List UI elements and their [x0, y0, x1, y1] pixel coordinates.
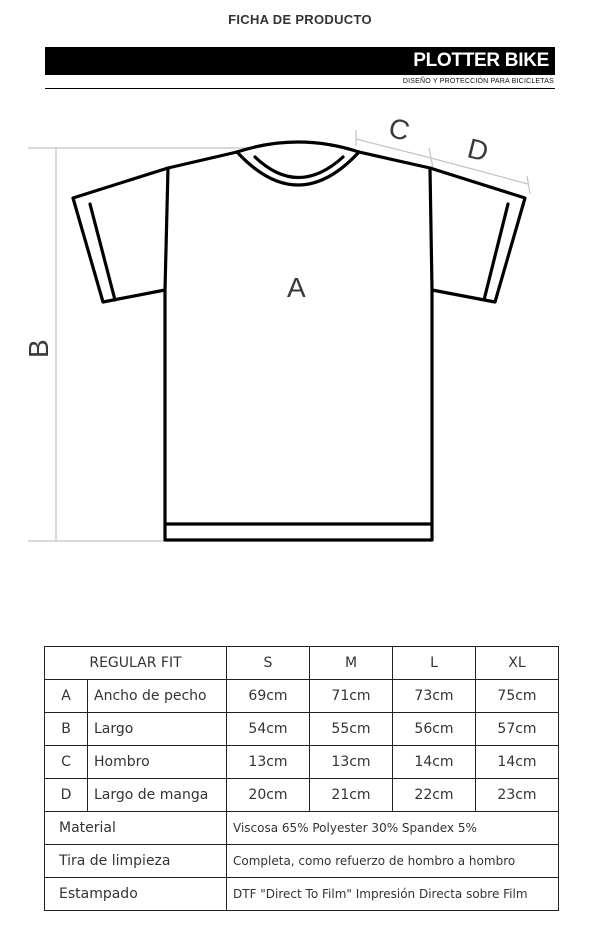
size-header: XL [476, 647, 559, 680]
row-name: Largo de manga [88, 779, 227, 812]
table-cell: 56cm [393, 713, 476, 746]
row-name: Hombro [88, 746, 227, 779]
size-table-wrapper [44, 646, 559, 911]
table-cell: 69cm [227, 680, 310, 713]
size-header: S [227, 647, 310, 680]
table-cell: 73cm [393, 680, 476, 713]
table-cell: 13cm [227, 746, 310, 779]
tshirt-measurement-diagram [0, 100, 600, 550]
label-d: D [464, 132, 492, 168]
table-cell: 54cm [227, 713, 310, 746]
table-cell: 55cm [310, 713, 393, 746]
label-b: B [23, 339, 54, 358]
banner-divider [45, 88, 555, 89]
row-name: Largo [88, 713, 227, 746]
table-cell: 21cm [310, 779, 393, 812]
table-header-row [45, 647, 559, 680]
table-cell: 20cm [227, 779, 310, 812]
table-cell: 14cm [476, 746, 559, 779]
detail-value: Completa, como refuerzo de hombro a hombro [227, 845, 559, 878]
detail-row [45, 878, 559, 911]
brand-tagline: DISEÑO Y PROTECCIÓN PARA BICICLETAS [400, 78, 554, 85]
label-c: C [385, 111, 413, 147]
table-cell: 13cm [310, 746, 393, 779]
size-header: L [393, 647, 476, 680]
page-title: FICHA DE PRODUCTO [228, 12, 372, 27]
brand-name: PLOTTER BIKE [413, 50, 549, 71]
detail-label: Tira de limpieza [45, 845, 227, 878]
right-sleeve-seam [430, 168, 432, 290]
table-row [45, 680, 559, 713]
row-key: C [45, 746, 88, 779]
row-key: A [45, 680, 88, 713]
table-cell: 22cm [393, 779, 476, 812]
table-row [45, 779, 559, 812]
table-cell: 14cm [393, 746, 476, 779]
detail-label: Material [45, 812, 227, 845]
fit-header: REGULAR FIT [45, 647, 227, 680]
table-cell: 57cm [476, 713, 559, 746]
row-name: Ancho de pecho [88, 680, 227, 713]
detail-row [45, 812, 559, 845]
tshirt-body-path [73, 142, 525, 540]
tshirt-outline [73, 142, 525, 540]
row-key: D [45, 779, 88, 812]
row-key: B [45, 713, 88, 746]
detail-value: Viscosa 65% Polyester 30% Spandex 5% [227, 812, 559, 845]
size-table [44, 646, 559, 911]
brand-banner [45, 47, 555, 75]
detail-value: DTF "Direct To Film" Impresión Directa sobre Film [227, 878, 559, 911]
size-header: M [310, 647, 393, 680]
label-a: A [287, 272, 306, 303]
table-row [45, 746, 559, 779]
detail-label: Estampado [45, 878, 227, 911]
table-cell: 75cm [476, 680, 559, 713]
guide-d-end-tick [527, 176, 530, 194]
detail-row [45, 845, 559, 878]
table-row [45, 713, 559, 746]
table-cell: 71cm [310, 680, 393, 713]
table-cell: 23cm [476, 779, 559, 812]
